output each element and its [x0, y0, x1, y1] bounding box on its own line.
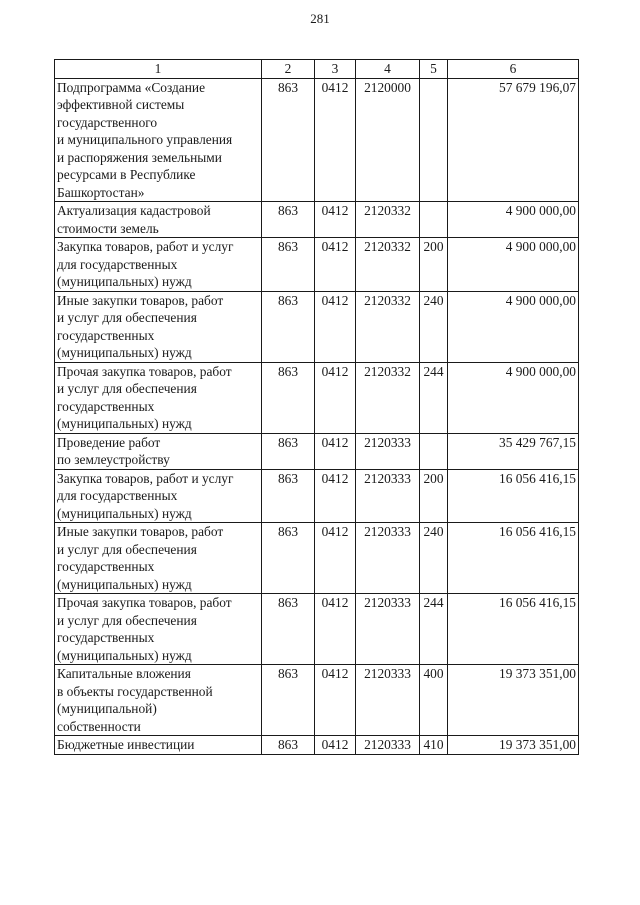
- row-type-cell: 244: [420, 594, 448, 665]
- row-target-cell: 2120332: [356, 362, 420, 433]
- row-amount-cell: 57 679 196,07: [448, 78, 579, 202]
- row-target-cell: 2120332: [356, 291, 420, 362]
- table-row: [55, 291, 579, 362]
- row-name-cell: [55, 202, 262, 238]
- row-target-cell: 2120333: [356, 665, 420, 736]
- table-row: [55, 362, 579, 433]
- row-name-line: (муниципальных) нужд: [57, 345, 192, 360]
- column-header: 1: [55, 60, 262, 79]
- page-number: 281: [310, 11, 330, 26]
- row-code-cell: 863: [262, 469, 315, 523]
- row-code-cell: 863: [262, 291, 315, 362]
- row-amount-cell: 16 056 416,15: [448, 469, 579, 523]
- row-target-cell: 2120333: [356, 433, 420, 469]
- row-code-cell: 863: [262, 523, 315, 594]
- row-name-line: Прочая закупка товаров, работ: [57, 595, 232, 610]
- row-name-line: ресурсами в Республике: [57, 167, 196, 182]
- row-name-line: Подпрограмма «Создание: [57, 79, 206, 95]
- row-type-cell: [420, 433, 448, 469]
- row-section-cell: 0412: [315, 202, 356, 238]
- row-name-line: эффективной системы: [57, 97, 185, 112]
- row-section-cell: 0412: [315, 433, 356, 469]
- table-row: [55, 433, 579, 469]
- row-section-cell: 0412: [315, 665, 356, 736]
- row-amount-cell: 35 429 767,15: [448, 433, 579, 469]
- row-name-line: Закупка товаров, работ и услуг: [57, 470, 234, 486]
- row-name-line: и услуг для обеспечения: [57, 381, 197, 396]
- row-section-cell: 0412: [315, 594, 356, 665]
- row-type-cell: 240: [420, 523, 448, 594]
- row-name-line: государственных: [57, 398, 155, 414]
- row-name-line: (муниципальных) нужд: [57, 505, 192, 521]
- row-name-cell: [55, 78, 262, 202]
- row-name-line: и муниципального управления: [57, 132, 233, 147]
- row-name-line: государственных: [57, 327, 155, 343]
- row-name-line: (муниципальных) нужд: [57, 274, 192, 289]
- row-code-cell: 863: [262, 202, 315, 238]
- row-name-cell: [55, 523, 262, 594]
- row-type-cell: 244: [420, 362, 448, 433]
- row-target-cell: 2120332: [356, 238, 420, 292]
- row-name-line: Иные закупки товаров, работ: [57, 292, 224, 308]
- row-code-cell: 863: [262, 736, 315, 755]
- row-section-cell: 0412: [315, 362, 356, 433]
- row-section-cell: 0412: [315, 78, 356, 202]
- row-name-cell: [55, 594, 262, 665]
- row-name-line: государственных: [57, 559, 155, 574]
- row-name-cell: [55, 362, 262, 433]
- row-name-line: собственности: [57, 718, 141, 734]
- table-row: [55, 523, 579, 594]
- table-row: [55, 736, 579, 755]
- row-amount-cell: 19 373 351,00: [448, 736, 579, 755]
- row-name-line: Прочая закупка товаров, работ: [57, 363, 232, 379]
- row-name-line: Закупка товаров, работ и услуг: [57, 239, 234, 254]
- budget-table: [54, 59, 579, 755]
- row-code-cell: 863: [262, 433, 315, 469]
- table-row: [55, 469, 579, 523]
- row-code-cell: 863: [262, 362, 315, 433]
- row-name-line: стоимости земель: [57, 220, 159, 236]
- row-target-cell: 2120333: [356, 523, 420, 594]
- row-type-cell: 200: [420, 238, 448, 292]
- table-row: [55, 594, 579, 665]
- table-header-row: [55, 60, 579, 79]
- row-code-cell: 863: [262, 594, 315, 665]
- row-name-cell: [55, 469, 262, 523]
- row-type-cell: [420, 202, 448, 238]
- row-name-cell: [55, 665, 262, 736]
- row-section-cell: 0412: [315, 238, 356, 292]
- row-name-line: и распоряжения земельными: [57, 149, 222, 165]
- row-amount-cell: 4 900 000,00: [448, 202, 579, 238]
- row-amount-cell: 4 900 000,00: [448, 362, 579, 433]
- row-section-cell: 0412: [315, 523, 356, 594]
- row-type-cell: 400: [420, 665, 448, 736]
- row-name-line: Капитальные вложения: [57, 666, 191, 681]
- row-code-cell: 863: [262, 238, 315, 292]
- row-amount-cell: 19 373 351,00: [448, 665, 579, 736]
- row-name-line: государственных: [57, 630, 155, 645]
- row-name-line: (муниципальных) нужд: [57, 647, 192, 663]
- column-header: 3: [315, 60, 356, 79]
- row-type-cell: 200: [420, 469, 448, 523]
- row-type-cell: 410: [420, 736, 448, 755]
- table-body: [55, 78, 579, 754]
- row-name-line: (муниципальных) нужд: [57, 576, 192, 592]
- row-name-line: для государственных: [57, 488, 178, 503]
- row-name-cell: [55, 433, 262, 469]
- row-name-line: по землеустройству: [57, 452, 170, 467]
- table-row: [55, 665, 579, 736]
- row-amount-cell: 16 056 416,15: [448, 523, 579, 594]
- row-name-line: Башкортостан»: [57, 184, 145, 200]
- column-header: 5: [420, 60, 448, 79]
- row-target-cell: 2120333: [356, 469, 420, 523]
- row-target-cell: 2120333: [356, 594, 420, 665]
- table-row: [55, 202, 579, 238]
- row-type-cell: [420, 78, 448, 202]
- row-amount-cell: 4 900 000,00: [448, 238, 579, 292]
- column-header: 6: [448, 60, 579, 79]
- row-name-line: и услуг для обеспечения: [57, 612, 197, 628]
- row-section-cell: 0412: [315, 736, 356, 755]
- row-name-line: (муниципальной): [57, 701, 157, 716]
- row-name-line: Проведение работ: [57, 434, 161, 450]
- row-name-line: и услуг для обеспечения: [57, 541, 197, 557]
- row-name-cell: [55, 238, 262, 292]
- row-name-line: в объекты государственной: [57, 683, 213, 699]
- row-amount-cell: 4 900 000,00: [448, 291, 579, 362]
- row-name-line: (муниципальных) нужд: [57, 416, 192, 431]
- row-name-cell: [55, 291, 262, 362]
- row-target-cell: 2120332: [356, 202, 420, 238]
- row-amount-cell: 16 056 416,15: [448, 594, 579, 665]
- row-section-cell: 0412: [315, 291, 356, 362]
- table-row: [55, 78, 579, 202]
- row-name-cell: [55, 736, 262, 755]
- row-name-line: Иные закупки товаров, работ: [57, 524, 224, 539]
- row-type-cell: 240: [420, 291, 448, 362]
- row-name-line: и услуг для обеспечения: [57, 310, 197, 325]
- row-name-line: Бюджетные инвестиции: [57, 737, 195, 752]
- row-name-line: для государственных: [57, 256, 178, 272]
- row-target-cell: 2120333: [356, 736, 420, 755]
- row-section-cell: 0412: [315, 469, 356, 523]
- column-header: 4: [356, 60, 420, 79]
- row-name-line: Актуализация кадастровой: [57, 203, 211, 218]
- row-target-cell: 2120000: [356, 78, 420, 202]
- row-code-cell: 863: [262, 78, 315, 202]
- column-header: 2: [262, 60, 315, 79]
- table-row: [55, 238, 579, 292]
- row-code-cell: 863: [262, 665, 315, 736]
- row-name-line: государственного: [57, 114, 158, 130]
